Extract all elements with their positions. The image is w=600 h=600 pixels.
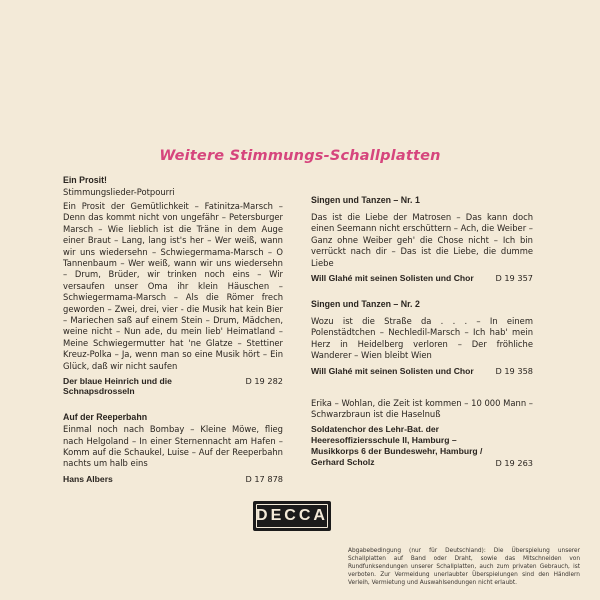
record-catalog-number: D 19 357	[495, 273, 533, 284]
record-catalog-number: D 19 358	[495, 365, 533, 376]
record-entry	[63, 412, 283, 484]
record-title: Singen und Tanzen – Nr. 1	[311, 195, 420, 205]
record-tracklist: Erika – Wohlan, die Zeit ist kommen – 10 000 Mann – Schwarzbraun ist die Haselnuß	[311, 397, 533, 420]
record-artist: Soldatenchor des Lehr-Bat. der Heeresoffiziersschule II, Hamburg – Musikkorps 6 der Bundeswehr, Hamburg / Gerhard Scholz	[311, 424, 483, 468]
record-artist: Will Glahé mit seinen Solisten und Chor	[311, 365, 474, 376]
record-artist: Will Glahé mit seinen Solisten und Chor	[311, 273, 474, 284]
record-credit	[63, 474, 283, 484]
legal-notice: Abgabebedingung (nur für Deutschland): Die Überspielung unserer Schallplatten auf Band oder Draht, sowie das Mitschneiden von Rundfunksendungen unserer Schallplatten, auch zum privaten Gebrauch, ist verboten. Zur Vermeidung unerlaubter Überspielungen sind den Händlern Verleih, Vermietung und Auswahlsendungen nicht erlaubt.	[348, 548, 580, 586]
record-credit	[311, 366, 533, 376]
record-title: Ein Prosit!	[63, 175, 107, 185]
record-title: Auf der Reeperbahn	[63, 412, 148, 423]
record-tracklist: Einmal noch nach Bombay – Kleine Möwe, flieg nach Helgoland – In einer Sternennacht am Hafen – Komm auf die Schaukel, Luise – Auf der Reeperbahn nachts um halb eins	[63, 424, 283, 469]
record-tracklist: Wozu ist die Straße da . . . – In einem Polenstädtchen – Nechledil-Marsch – Ich hab' mein Herz in Heidelberg verloren – Der fröhliche Wanderer – Wien bleibt Wien	[311, 316, 533, 361]
record-catalog-number: D 19 282	[245, 376, 283, 387]
right-column	[311, 175, 533, 484]
record-credit	[311, 273, 533, 283]
record-catalog-number: D 17 878	[245, 473, 283, 484]
record-tracklist: Ein Prosit der Gemütlichkeit – Fatinitza-Marsch – Denn das kommt nicht von ungefähr – Petersburger Marsch – Wie lieblich ist die Träne in dem Auge einer Braut – Lang, lang ist's her – Wer weiß, wann wir uns wiedersehn – Schwiegermama-Marsch – O Tannenbaum – Wer weiß, wann wir uns wiedersehn – Drum, Brüder, wir trinken noch eins – Wir versaufen unser Oma ihr klein Häuschen – Schwiegermama-Marsch – Als die Römer frech geworden – Zwei, drei, vier - die Musik hat kein Bier – Mariechen saß auf einem Stein – Drum, Mädchen, weine nicht – Nun ade, du mein lieb' Heimatland – Meine Schwiegermutter hat 'ne Glatze – Stettiner Kreuz-Polka – Ja, wenn man so eine Musik hört – Ein Glück, daß wir nicht saufen	[63, 201, 283, 371]
record-entry	[311, 299, 533, 376]
record-catalog-number: D 19 263	[495, 458, 533, 469]
record-title: Singen und Tanzen – Nr. 2	[311, 299, 420, 310]
record-entry	[63, 175, 283, 396]
decca-logo: DECCA	[253, 501, 331, 531]
record-artist: Hans Albers	[63, 473, 113, 484]
record-credit	[63, 376, 283, 396]
left-column	[63, 175, 283, 500]
record-entry	[311, 195, 533, 283]
record-tracklist: Das ist die Liebe der Matrosen – Das kann doch einen Seemann nicht erschüttern – Ach, die Weiber – Ganz ohne Weiber geh' die Chose nicht – Ich bin verrückt nach dir – Das ist die Liebe, die dumme Liebe	[311, 212, 533, 268]
record-entry	[311, 398, 533, 469]
page-title: Weitere Stimmungs-Schallplatten	[159, 148, 441, 164]
record-artist: Der blaue Heinrich und die Schnapsdrosseln	[63, 376, 172, 397]
record-credit	[311, 424, 533, 468]
record-subtitle: Stimmungslieder-Potpourri	[63, 187, 175, 197]
